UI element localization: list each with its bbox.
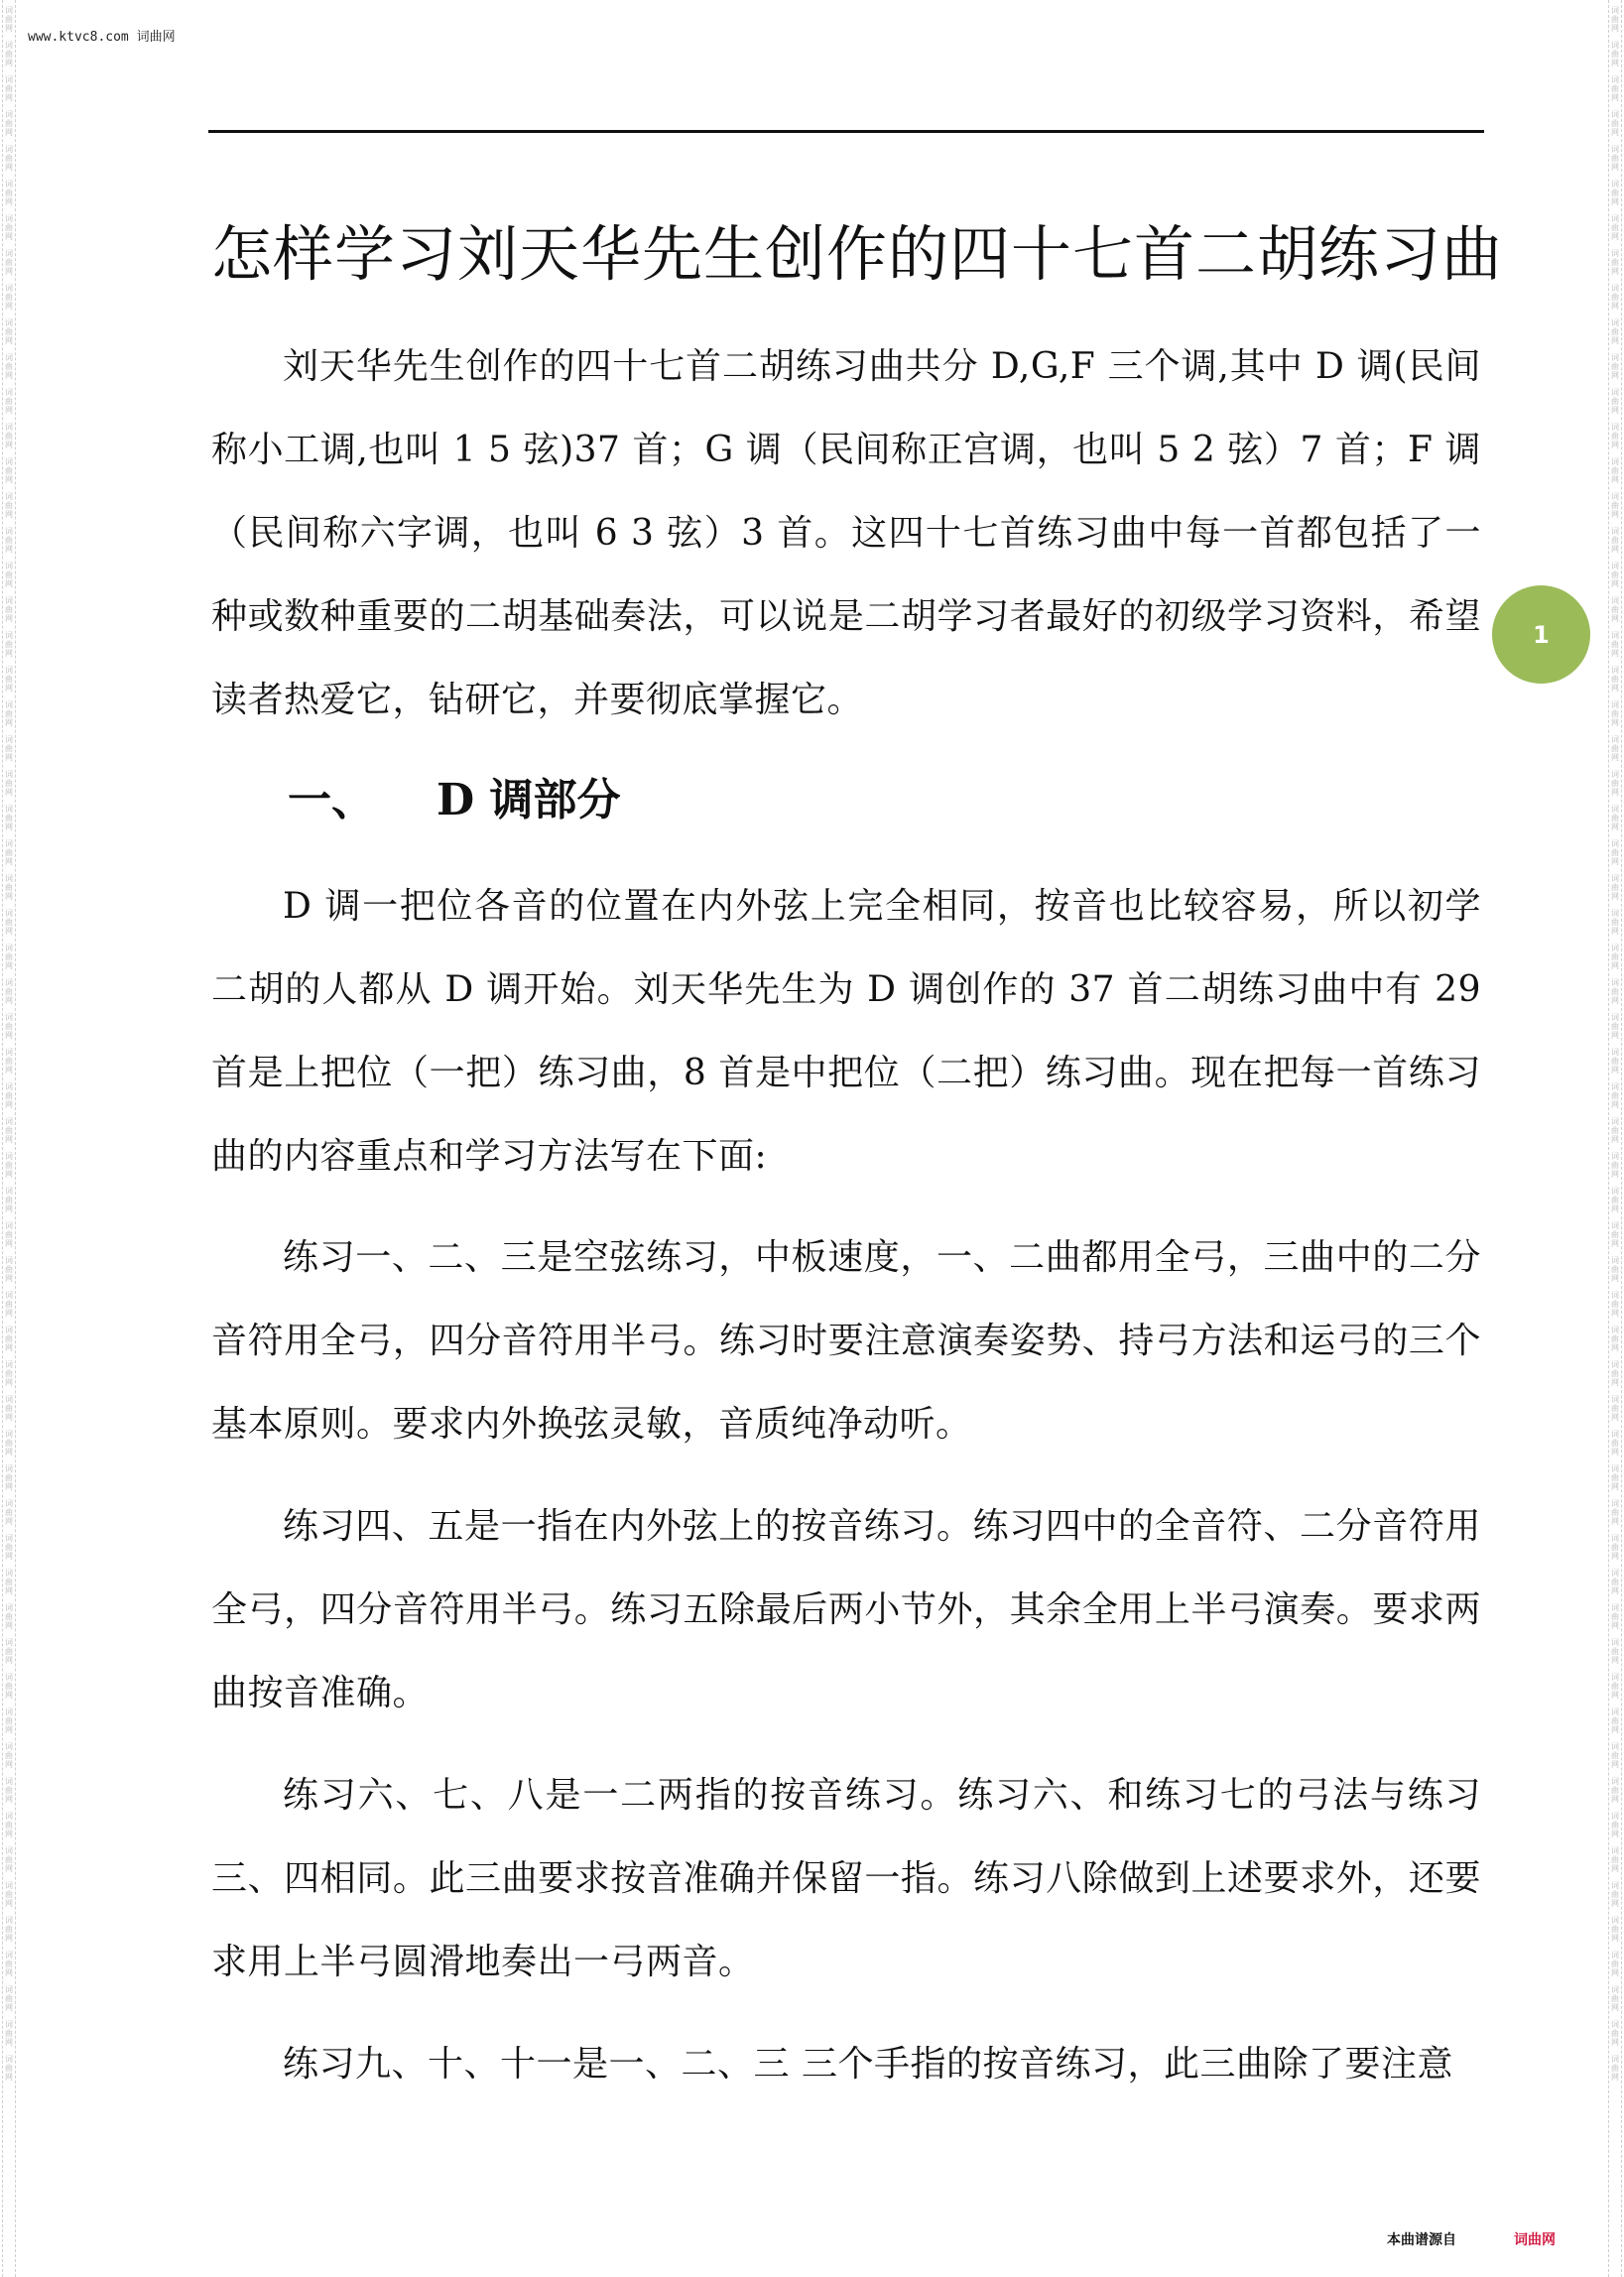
- watermark-text: 词曲网: [1610, 457, 1620, 484]
- watermark-text: 词曲网: [1610, 1951, 1620, 1977]
- watermark-text: 词曲网: [1610, 2055, 1620, 2082]
- watermark-text: 词曲网: [1610, 110, 1620, 137]
- watermark-text: 词曲网: [1610, 1742, 1620, 1769]
- header-site-url[interactable]: www.ktvc8.com 词曲网: [28, 30, 176, 45]
- watermark-text: 词曲网: [1610, 388, 1620, 415]
- watermark-text: 词曲网: [4, 770, 14, 797]
- watermark-text: 词曲网: [1610, 1152, 1620, 1179]
- watermark-text: 词曲网: [1610, 1360, 1620, 1387]
- exercise-1-3-paragraph: 练习一、二、三是空弦练习，中板速度，一、二曲都用全弓，三曲中的二分音符用全弓，四分音符用半弓。练习时要注意演奏姿势、持弓方法和运弓的三个基本原则。要求内外换弦灵敏，音质纯净动听。: [211, 1237, 1481, 1445]
- watermark-text: 词曲网: [1610, 527, 1620, 554]
- watermark-text: 词曲网: [4, 1846, 14, 1873]
- page-number-badge: [1492, 585, 1590, 684]
- watermark-text: 词曲网: [4, 1881, 14, 1908]
- watermark-text: 词曲网: [1610, 1916, 1620, 1943]
- watermark-text: 词曲网: [1610, 1846, 1620, 1873]
- watermark-text: 词曲网: [1610, 1187, 1620, 1213]
- exercise-4-5-paragraph: 练习四、五是一指在内外弦上的按音练习。练习四中的全音符、二分音符用全弓，四分音符用半弓。练习五除最后两小节外，其余全用上半弓演奏。要求两曲按音准确。: [211, 1506, 1481, 1713]
- watermark-text: 词曲网: [1610, 1638, 1620, 1665]
- watermark-text: 词曲网: [4, 1326, 14, 1352]
- watermark-text: 词曲网: [4, 423, 14, 449]
- watermark-text: 词曲网: [1610, 353, 1620, 380]
- watermark-text: 词曲网: [4, 353, 14, 380]
- watermark-text: 词曲网: [4, 1152, 14, 1179]
- watermark-text: 词曲网: [1610, 944, 1620, 970]
- watermark-text: 词曲网: [4, 839, 14, 866]
- watermark-text: 词曲网: [4, 1082, 14, 1109]
- watermark-text: 词曲网: [4, 1013, 14, 1040]
- watermark-text: 词曲网: [4, 1812, 14, 1838]
- watermark-text: 词曲网: [4, 874, 14, 901]
- watermark-text: 词曲网: [4, 700, 14, 727]
- exercise-6-8-paragraph: 练习六、七、八是一二两指的按音练习。练习六、和练习七的弓法与练习三、四相同。此三曲要求按音准确并保留一指。练习八除做到上述要求外，还要求用上半弓圆滑地奏出一弓两音。: [211, 1775, 1481, 1982]
- watermark-text: 词曲网: [4, 1360, 14, 1387]
- watermark-text: 词曲网: [1610, 1569, 1620, 1595]
- watermark-text: 词曲网: [1610, 1499, 1620, 1526]
- watermark-text: 词曲网: [1610, 1708, 1620, 1734]
- watermark-text: 词曲网: [4, 1673, 14, 1700]
- watermark-text: 词曲网: [4, 1603, 14, 1630]
- watermark-text: 词曲网: [4, 596, 14, 623]
- watermark-text: 词曲网: [4, 1569, 14, 1595]
- watermark-text: 词曲网: [1610, 1534, 1620, 1561]
- watermark-text: 词曲网: [4, 1951, 14, 1977]
- watermark-text: 词曲网: [4, 1291, 14, 1318]
- watermark-text: 词曲网: [1610, 1673, 1620, 1700]
- watermark-text: 词曲网: [1610, 1013, 1620, 1040]
- watermark-text: 词曲网: [4, 2055, 14, 2082]
- watermark-text: 词曲网: [4, 1638, 14, 1665]
- watermark-text: 词曲网: [4, 1187, 14, 1213]
- watermark-text: 词曲网: [1610, 1464, 1620, 1491]
- watermark-text: 词曲网: [1610, 735, 1620, 762]
- watermark-text: 词曲网: [1610, 1812, 1620, 1838]
- watermark-text: 词曲网: [4, 318, 14, 345]
- watermark-text: 词曲网: [1610, 423, 1620, 449]
- watermark-text: 词曲网: [4, 1534, 14, 1561]
- watermark-text: 词曲网: [1610, 874, 1620, 901]
- watermark-text: 词曲网: [1610, 1256, 1620, 1283]
- watermark-text: 词曲网: [1610, 978, 1620, 1005]
- watermark-text: 词曲网: [4, 735, 14, 762]
- watermark-text: 词曲网: [4, 1221, 14, 1248]
- watermark-text: 词曲网: [4, 1916, 14, 1943]
- left-watermark-strip: [2, 0, 16, 2277]
- watermark-text: 词曲网: [1610, 214, 1620, 241]
- watermark-text: 词曲网: [4, 249, 14, 276]
- watermark-text: 词曲网: [1610, 1777, 1620, 1804]
- watermark-text: 词曲网: [4, 978, 14, 1005]
- watermark-text: 词曲网: [1610, 1082, 1620, 1109]
- watermark-text: 词曲网: [4, 2020, 14, 2047]
- watermark-text: 词曲网: [4, 527, 14, 554]
- watermark-text: 词曲网: [4, 41, 14, 67]
- watermark-text: 词曲网: [1610, 909, 1620, 936]
- watermark-text: 词曲网: [4, 1985, 14, 2012]
- page-number: 1: [1533, 620, 1550, 649]
- watermark-text: 词曲网: [1610, 1603, 1620, 1630]
- watermark-text: 词曲网: [1610, 1430, 1620, 1456]
- watermark-text: 词曲网: [1610, 6, 1620, 33]
- watermark-text: 词曲网: [1610, 180, 1620, 206]
- watermark-text: 词曲网: [1610, 1291, 1620, 1318]
- d-section-intro-paragraph: D 调一把位各音的位置在内外弦上完全相同，按音也比较容易，所以初学二胡的人都从 D 调开始。刘天华先生为 D 调创作的 37 首二胡练习曲中有 29 首是上把位（一把）练习曲，8 首是中把位（二把）练习曲。现在把每一首练习曲的内容重点和学习方法写在下面:: [211, 886, 1481, 1177]
- watermark-text: 词曲网: [1610, 1117, 1620, 1144]
- watermark-text: 词曲网: [1610, 284, 1620, 311]
- watermark-text: 词曲网: [4, 75, 14, 102]
- page-title: 怎样学习刘天华先生创作的四十七首二胡练习曲: [211, 219, 1504, 290]
- watermark-text: 词曲网: [1610, 41, 1620, 67]
- watermark-text: 词曲网: [1610, 1221, 1620, 1248]
- watermark-text: 词曲网: [1610, 2020, 1620, 2047]
- watermark-text: 词曲网: [1610, 492, 1620, 519]
- watermark-text: 词曲网: [4, 1499, 14, 1526]
- watermark-text: 词曲网: [4, 145, 14, 172]
- section-number: 一、: [288, 775, 375, 825]
- footer-brand-link[interactable]: 词曲网: [1514, 2232, 1556, 2248]
- watermark-text: 词曲网: [1610, 249, 1620, 276]
- watermark-text: 词曲网: [1610, 1395, 1620, 1422]
- watermark-text: 词曲网: [4, 562, 14, 588]
- watermark-text: 词曲网: [1610, 318, 1620, 345]
- exercise-9-11-paragraph: 练习九、十、十一是一、二、三 三个手指的按音练习，此三曲除了要注意: [283, 2044, 1453, 2085]
- footer-source-label: 本曲谱源自: [1387, 2232, 1456, 2248]
- watermark-text: 词曲网: [1610, 700, 1620, 727]
- watermark-text: 词曲网: [1610, 631, 1620, 658]
- watermark-text: 词曲网: [4, 180, 14, 206]
- watermark-text: 词曲网: [4, 388, 14, 415]
- watermark-text: 词曲网: [4, 214, 14, 241]
- watermark-text: 词曲网: [4, 944, 14, 970]
- watermark-text: 词曲网: [4, 631, 14, 658]
- watermark-text: 词曲网: [1610, 145, 1620, 172]
- watermark-text: 词曲网: [1610, 666, 1620, 693]
- watermark-text: 词曲网: [4, 1256, 14, 1283]
- section-heading: [288, 764, 620, 827]
- footer: [1387, 2229, 1556, 2249]
- watermark-text: 词曲网: [4, 1117, 14, 1144]
- watermark-text: 词曲网: [4, 1777, 14, 1804]
- watermark-text: 词曲网: [1610, 596, 1620, 623]
- intro-paragraph: 刘天华先生创作的四十七首二胡练习曲共分 D,G,F 三个调,其中 D 调(民间称小工调,也叫 1 5 弦)37 首；G 调（民间称正宫调，也叫 5 2 弦）7 首；F 调（民间称六字调，也叫 6 3 弦）3 首。这四十七首练习曲中每一首都包括了一种或数种重要的二胡基础奏法，可以说是二胡学习者最好的初级学习资料，希望读者热爱它，钻研它，并要彻底掌握它。: [211, 346, 1481, 720]
- watermark-text: 词曲网: [4, 805, 14, 831]
- watermark-text: 词曲网: [4, 1742, 14, 1769]
- watermark-text: 词曲网: [1610, 1985, 1620, 2012]
- watermark-text: 词曲网: [1610, 1881, 1620, 1908]
- watermark-text: 词曲网: [4, 666, 14, 693]
- section-title: D 调部分: [437, 775, 621, 825]
- watermark-text: 词曲网: [4, 492, 14, 519]
- watermark-text: 词曲网: [4, 284, 14, 311]
- watermark-text: 词曲网: [1610, 75, 1620, 102]
- watermark-text: 词曲网: [1610, 562, 1620, 588]
- watermark-text: 词曲网: [4, 1430, 14, 1456]
- watermark-text: 词曲网: [1610, 839, 1620, 866]
- watermark-text: 词曲网: [1610, 1048, 1620, 1075]
- header-divider: [208, 130, 1484, 133]
- watermark-text: 词曲网: [4, 1048, 14, 1075]
- watermark-text: 词曲网: [4, 1464, 14, 1491]
- watermark-text: 词曲网: [4, 1708, 14, 1734]
- watermark-text: 词曲网: [1610, 770, 1620, 797]
- watermark-text: 词曲网: [4, 6, 14, 33]
- watermark-text: 词曲网: [4, 457, 14, 484]
- watermark-text: 词曲网: [4, 909, 14, 936]
- right-watermark-strip: [1608, 0, 1622, 2277]
- watermark-text: 词曲网: [4, 110, 14, 137]
- watermark-text: 词曲网: [1610, 1326, 1620, 1352]
- watermark-text: 词曲网: [4, 1395, 14, 1422]
- watermark-text: 词曲网: [1610, 805, 1620, 831]
